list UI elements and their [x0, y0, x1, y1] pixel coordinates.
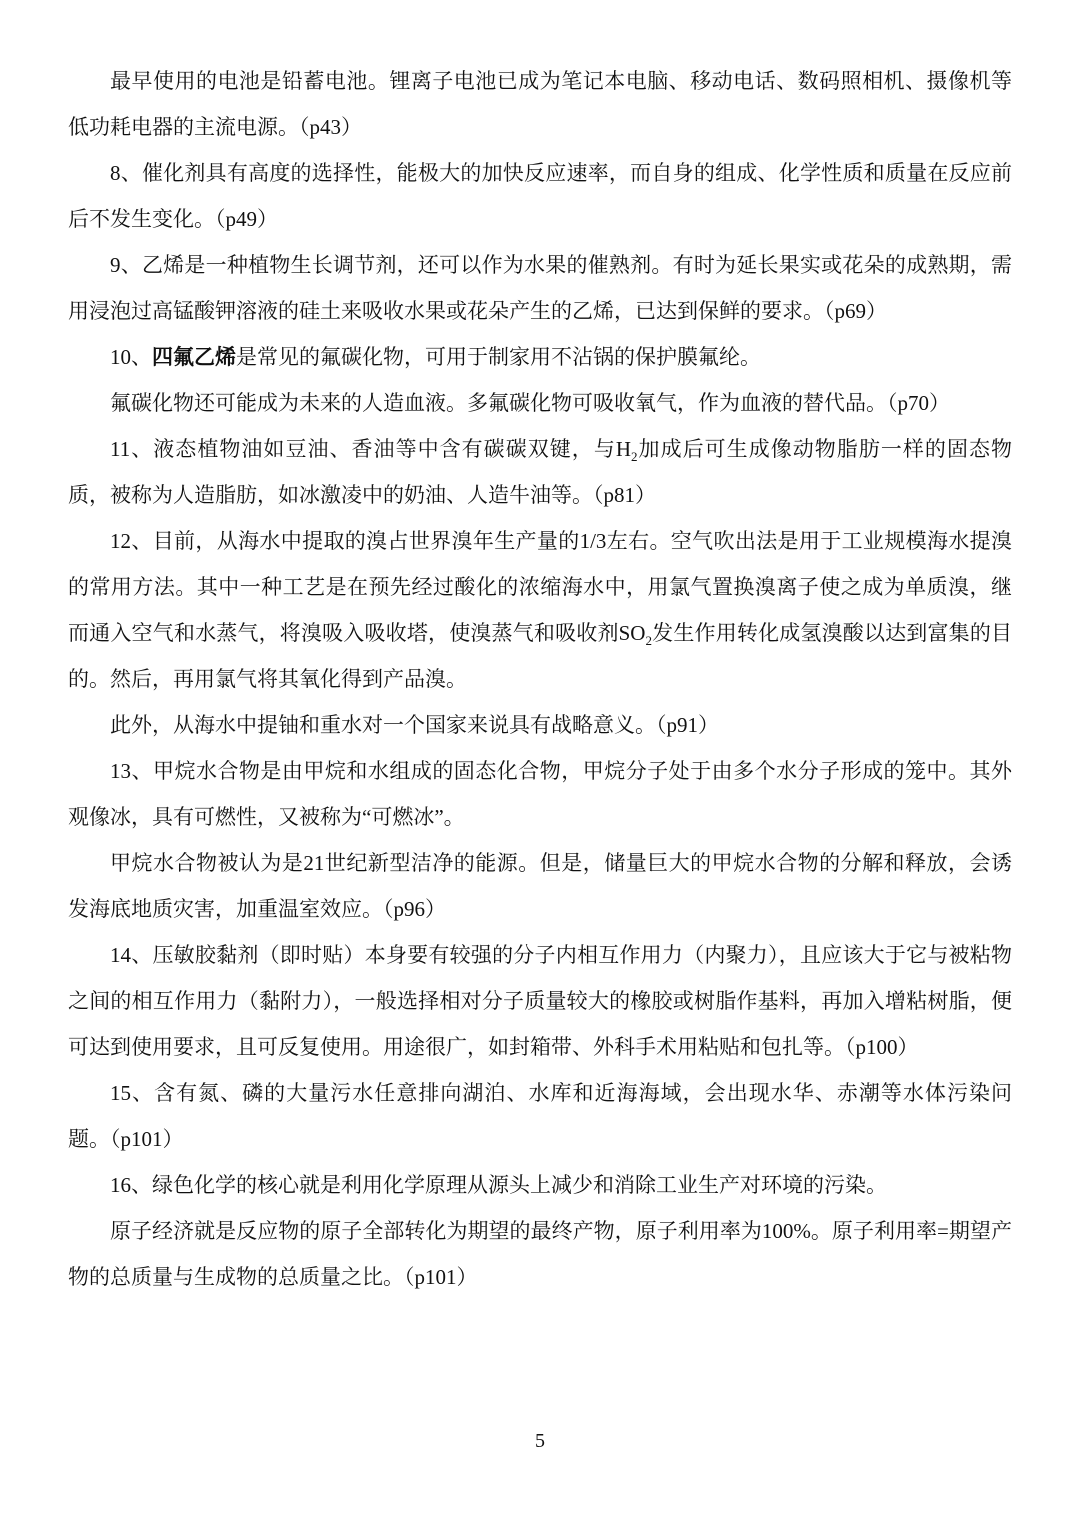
paragraph-item10 [68, 334, 1012, 380]
paragraph-item11 [68, 426, 1012, 518]
paragraph-item10-cont: 氟碳化物还可能成为未来的人造血液。多氟碳化物可吸收氧气，作为血液的替代品。（p70） [110, 391, 950, 415]
paragraph-item13: 13、甲烷水合物是由甲烷和水组成的固态化合物，甲烷分子处于由多个水分子形成的笼中。其外观像冰，具有可燃性，又被称为“可燃冰”。 [68, 759, 1012, 829]
paragraph-item8: 8、催化剂具有高度的选择性，能极大的加快反应速率，而自身的组成、化学性质和质量在反应前后不发生变化。（p49） [68, 161, 1012, 231]
paragraph-item12 [68, 518, 1012, 702]
page-number: 5 [535, 1430, 545, 1452]
item12-so2-subscript: 2 [645, 633, 652, 649]
paragraph-item13-cont: 甲烷水合物被认为是21世纪新型洁净的能源。但是，储量巨大的甲烷水合物的分解和释放，会诱发海底地质灾害，加重温室效应。（p96） [68, 851, 1012, 921]
item11-text-part1: 11、液态植物油如豆油、香油等中含有碳碳双键，与H [110, 437, 632, 461]
item10-text: 是常见的氟碳化物，可用于制家用不沾锅的保护膜氟纶。 [236, 345, 761, 369]
item10-number: 10、 [110, 345, 152, 369]
item10-bold-term: 四氟乙烯 [152, 345, 236, 369]
item11-text-part2: 加成后可生成像动物脂肪一样的固态物质，被称为人造脂肪，如冰激凌中的奶油、人造牛油等。（p81） [68, 437, 1012, 507]
paragraph-item9: 9、乙烯是一种植物生长调节剂，还可以作为水果的催熟剂。有时为延长果实或花朵的成熟期，需用浸泡过高锰酸钾溶液的硅土来吸收水果或花朵产生的乙烯，已达到保鲜的要求。（p69） [68, 253, 1012, 323]
paragraph-item15: 15、含有氮、磷的大量污水任意排向湖泊、水库和近海海域，会出现水华、赤潮等水体污染问题。（p101） [68, 1081, 1012, 1151]
paragraph-item16-cont: 原子经济就是反应物的原子全部转化为期望的最终产物，原子利用率为100%。原子利用率=期望产物的总质量与生成物的总质量之比。（p101） [68, 1219, 1012, 1289]
paragraph-item12-cont: 此外，从海水中提铀和重水对一个国家来说具有战略意义。（p91） [110, 713, 719, 737]
paragraph-battery: 最早使用的电池是铅蓄电池。锂离子电池已成为笔记本电脑、移动电话、数码照相机、摄像机等低功耗电器的主流电源。（p43） [68, 69, 1012, 139]
item12-text-part2: 发生作用转化成氢溴酸以达到富集的目的。然后，再用氯气将其氧化得到产品溴。 [68, 621, 1013, 691]
page-footer [0, 1429, 1080, 1453]
paragraph-item14: 14、压敏胶黏剂（即时贴）本身要有较强的分子内相互作用力（内聚力），且应该大于它与被粘物之间的相互作用力（黏附力），一般选择相对分子质量较大的橡胶或树脂作基料，再加入增粘树脂，便可达到使用要求，且可反复使用。用途很广，如封箱带、外科手术用粘贴和包扎等。（p100） [68, 943, 1012, 1059]
item12-text-part1: 12、目前，从海水中提取的溴占世界溴年生产量的1/3左右。空气吹出法是用于工业规模海水提溴的常用方法。其中一种工艺是在预先经过酸化的浓缩海水中，用氯气置换溴离子使之成为单质溴，继而通入空气和水蒸气，将溴吸入吸收塔，使溴蒸气和吸收剂SO [68, 529, 1012, 645]
paragraph-item16: 16、绿色化学的核心就是利用化学原理从源头上减少和消除工业生产对环境的污染。 [110, 1173, 887, 1197]
item11-h2-subscript: 2 [631, 449, 638, 465]
